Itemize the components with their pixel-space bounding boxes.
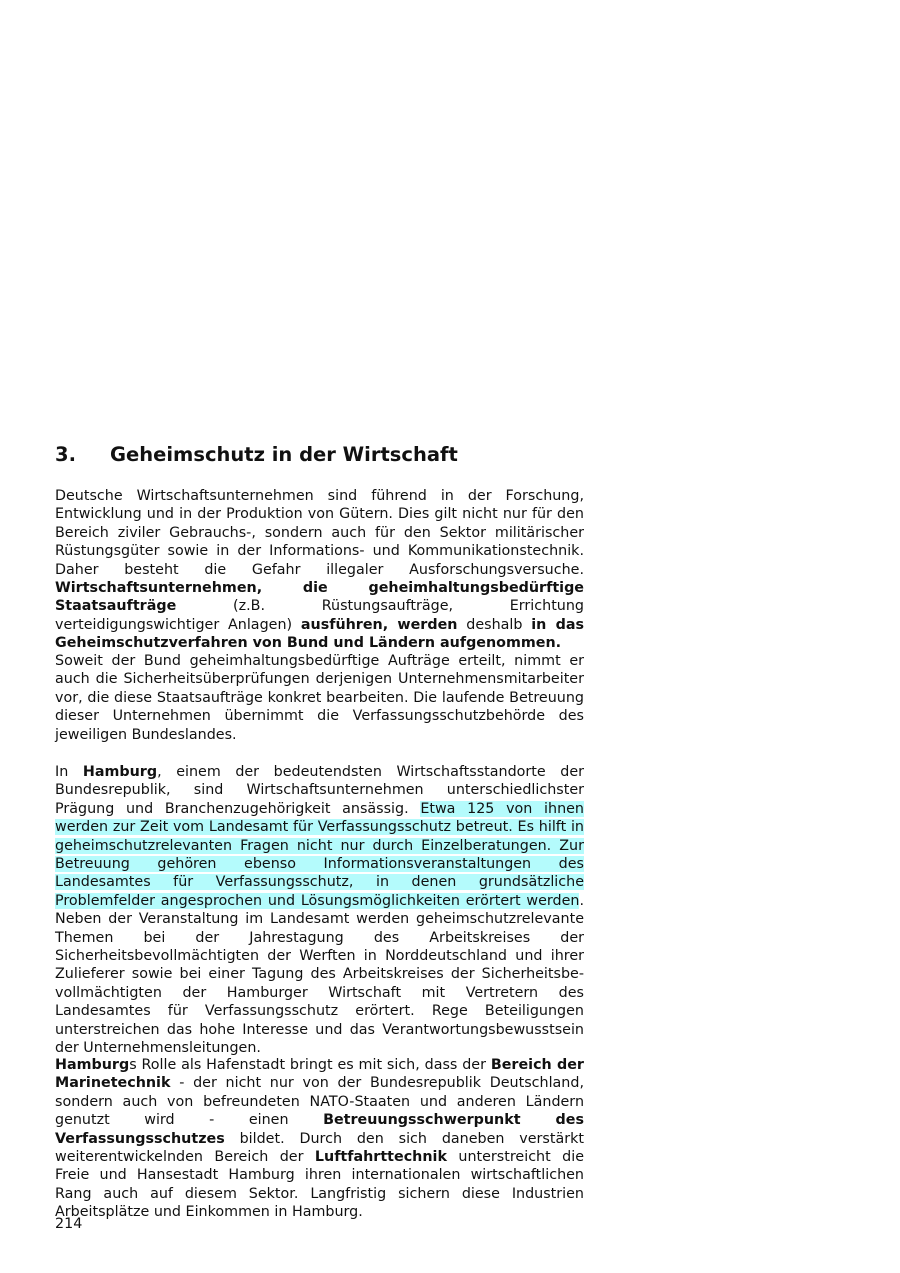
p4-text-1: s Rolle als Hafenstadt bringt es mit sich, dass der xyxy=(129,1057,491,1073)
p3-bold-hamburg: Hamburg xyxy=(82,764,158,780)
paragraph-2 xyxy=(55,652,584,744)
p2-text: Soweit der Bund geheimhaltungsbedürftige Aufträge erteilt, nimmt er auch die Sicherheitsüberprüfungen derjenigen Unternehmensmitarbeiter vor, die diese Staatsaufträge konkret bearbeiten. Die laufende Betreuung dieser Unternehmen übernimmt die Verfassungsschutzbehörde des jeweiligen Bundeslandes. xyxy=(55,653,584,743)
p4-bold-marinetechnik: Bereich der Marinetechnik xyxy=(55,1057,584,1092)
p1-bold-3: in das Geheimschutzverfahren von Bund und Ländern aufgenommen. xyxy=(55,616,584,652)
p4-bold-schwerpunkt: Betreuungsschwerpunkt des Verfassungsschutzes xyxy=(55,1112,584,1147)
paragraph-1 xyxy=(55,487,584,653)
p1-text-2: (z.B. Rüstungsaufträge, Errichtung verteidigungswichtiger Anlagen) xyxy=(55,598,584,633)
highlighted-passage: Etwa 125 von ihnen werden zur Zeit vom Landesamt für Verfassungsschutz betreut. Es hilft in geheimschutzrelevanten Fragen nicht nur durch Einzelberatungen. Zur Betreuung gehören ebenso Informationsveranstaltungen des Landesamtes für Verfassungsschutz, in denen grundsätzliche Problemfelder angesprochen und Lösungsmöglichkeiten erörtert werden xyxy=(55,800,584,909)
section-title: Geheimschutz in der Wirtschaft xyxy=(110,443,458,466)
p1-text-3: deshalb xyxy=(457,616,532,633)
p3-text-1: In xyxy=(55,764,83,780)
section-heading xyxy=(55,442,595,468)
p4-bold-luftfahrttechnik: Luftfahrttechnik xyxy=(314,1149,447,1166)
p3-text-3: . Neben der Veranstaltung im Landesamt werden geheimschutzrelevante Themen bei der Jahrestagung des Arbeitskreises der Sicherheitsbevollmächtigten der Werften in Norddeutschland und ihrer Zulieferer sowie bei einer Tagung des Arbeitskreises der Sicherheitsbevollmächtigten der Hamburger Wirtschaft mit Vertretern des Landesamtes für Verfassungsschutz erörtert. Rege Beteiligungen unterstreichen das hohe Interesse und das Verantwortungsbewusstsein der Unternehmensleitungen. xyxy=(55,892,584,1057)
p4-text-2: - der nicht nur von der Bundesrepublik Deutschland, sondern auch von befreundeten NATO-Staaten und anderen Ländern genutzt wird - einen xyxy=(55,1075,584,1129)
p4-text-4: unterstreicht die Freie und Hansestadt Hamburg ihren internationalen wirtschaftlichen Rang auch auf diesem Sektor. Langfristig sichern diese Industrien Arbeitsplätze und Einkommen in Hamburg. xyxy=(55,1149,585,1221)
p1-text-1: Deutsche Wirtschaftsunternehmen sind führend in der Forschung, Entwicklung und in der Produktion von Gütern. Dies gilt nicht nur für den Bereich ziviler Gebrauchs-, sondern auch für den Sektor militärischer Rüstungsgüter sowie in der Informations- und Kommunikationstechnik. Daher besteht die Gefahr illegaler Ausforschungsversuche. xyxy=(55,488,584,578)
p1-bold-2: ausführen, werden xyxy=(300,616,458,633)
section-number: 3. xyxy=(55,443,76,466)
paragraph-3 xyxy=(55,763,584,1058)
paragraph-4 xyxy=(55,1056,584,1222)
p4-text-3: bildet. Durch den sich daneben verstärkt weiterentwickelnden Bereich der xyxy=(55,1130,584,1166)
p1-bold-1: Wirtschaftsunternehmen, die geheimhaltungsbedürftige Staatsaufträge xyxy=(55,580,584,615)
page-number: 214 xyxy=(55,1216,83,1232)
p4-bold-hamburg: Hamburg xyxy=(55,1057,130,1073)
p3-text-2: , einem der bedeutendsten Wirtschaftsstandorte der Bundesrepublik, sind Wirtschaftsunternehmen unterschiedlichster Prägung und Branchenzugehörigkeit ansässig. xyxy=(55,764,585,817)
